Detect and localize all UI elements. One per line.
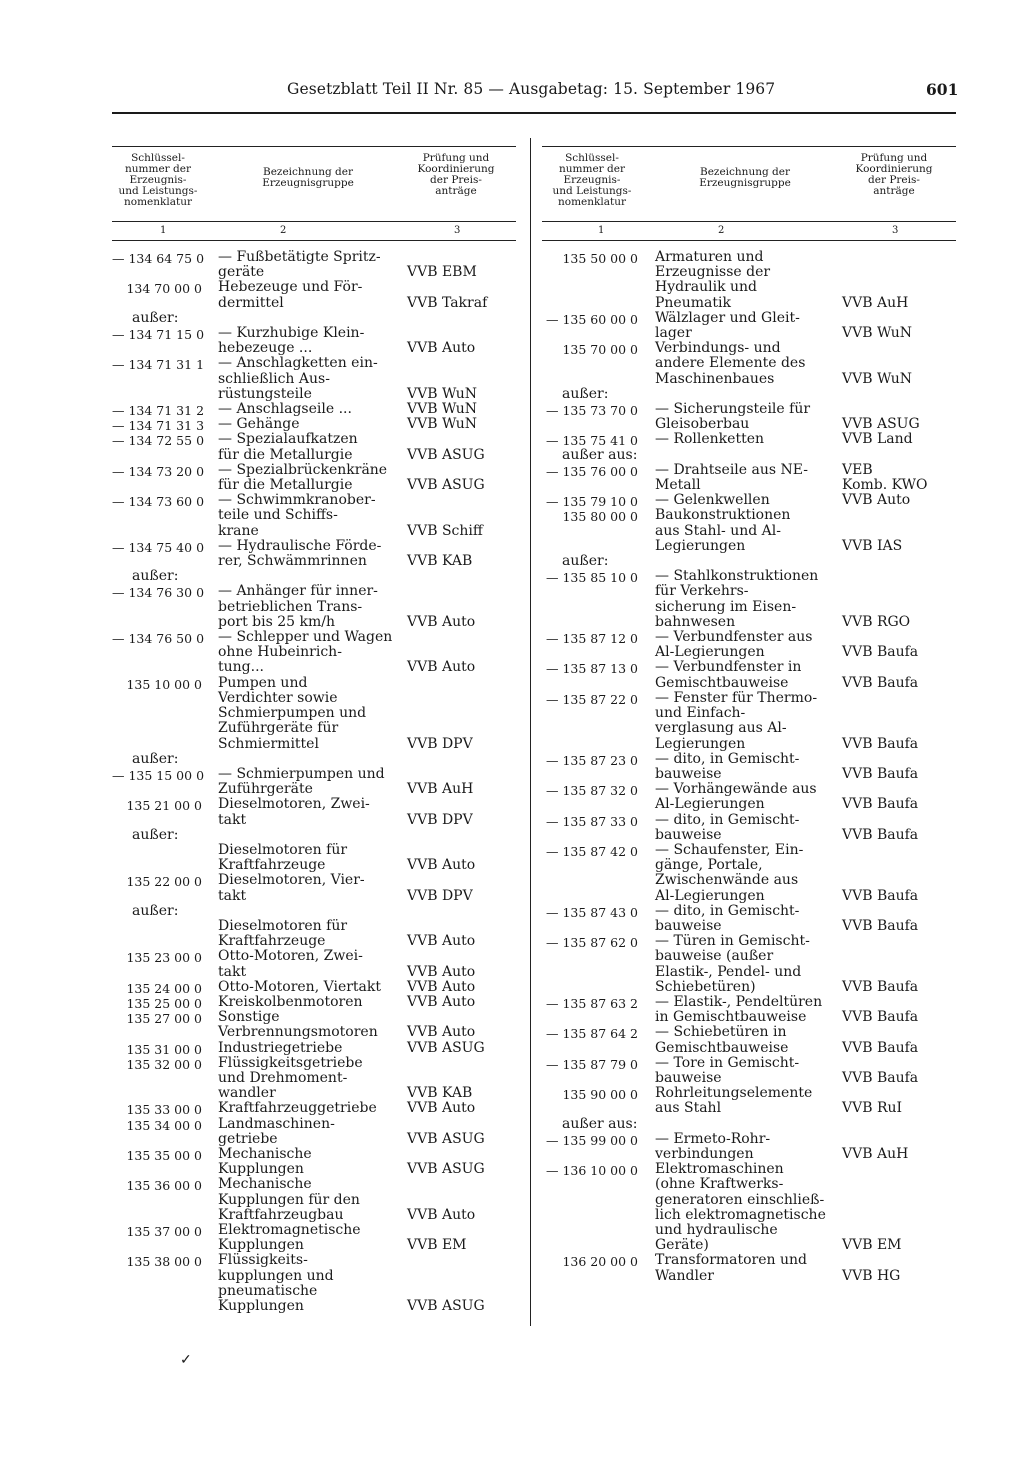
table-row <box>112 463 516 493</box>
table-header <box>542 146 956 222</box>
table-row <box>542 508 956 554</box>
table-row <box>112 432 516 462</box>
table-row <box>112 417 516 432</box>
table-row <box>112 843 516 873</box>
review-organization: VVB RGO <box>842 613 911 630</box>
review-organization: VVB Auto <box>407 1206 476 1223</box>
key-number: — 136 10 00 0 <box>545 1163 638 1179</box>
table-row <box>112 995 516 1010</box>
exception-note: außer: <box>562 553 609 570</box>
key-number: — 134 73 60 0 <box>112 494 205 510</box>
review-organization: VVB Baufa <box>842 765 919 782</box>
key-number: — 134 73 20 0 <box>112 463 205 479</box>
table-row <box>112 1010 516 1040</box>
review-organization: VVB Baufa <box>842 796 919 813</box>
column-number-1: 1 <box>160 225 167 236</box>
table-row <box>542 1086 956 1116</box>
table-header <box>112 146 516 222</box>
table-row <box>542 1253 956 1283</box>
review-organization: VVB DPV <box>407 735 473 752</box>
review-organization: VVB RuI <box>842 1100 903 1117</box>
column-number-1: 1 <box>598 225 605 236</box>
key-number: 134 70 00 0 <box>126 281 202 297</box>
product-group: — Schlepper und Wagen ohne Hubeinrich- tung... <box>218 629 393 676</box>
table-row <box>112 949 516 979</box>
key-number: 135 80 00 0 <box>562 509 638 525</box>
table-row <box>112 630 516 676</box>
key-number: — 135 87 62 0 <box>545 935 638 951</box>
review-organization: VVB WuN <box>842 370 913 387</box>
key-number: — 135 15 00 0 <box>112 767 205 783</box>
product-group: Mechanische Kupplungen <box>218 1145 312 1178</box>
key-number: 136 20 00 0 <box>562 1254 638 1270</box>
product-group: Pumpen und Verdichter sowie Schmierpumpen und Zuführgeräte für Schmiermittel <box>218 674 367 752</box>
table-row <box>112 1147 516 1177</box>
exception-note: außer: <box>132 309 179 326</box>
key-number: 135 70 00 0 <box>562 342 638 358</box>
left-table-body <box>112 250 516 1314</box>
product-group: — Rollenketten <box>655 431 764 448</box>
product-group: Flüssigkeits- kupplungen und pneumatische Kupplungen <box>218 1252 334 1315</box>
header-price-review: Prüfung und Koordinierung der Preis- anträge <box>417 152 495 197</box>
product-group: Landmaschinen- getriebe <box>218 1115 335 1147</box>
table-row <box>542 843 956 904</box>
product-group: Kreiskolbenmotoren <box>218 993 363 1010</box>
product-group: Armaturen und Erzeugnisse der Hydraulik und Pneumatik <box>655 249 771 311</box>
table-row <box>542 752 956 782</box>
key-number: — 135 87 32 0 <box>545 783 638 799</box>
review-organization: VVB Auto <box>407 1024 476 1041</box>
header-product-group: Bezeichnung der Erzeugnisgruppe <box>262 166 354 189</box>
product-group: — dito, in Gemischt- bauweise <box>655 811 800 843</box>
product-group: — Spezialbrückenkräne für die Metallurgie <box>218 461 388 494</box>
exception-note: außer: <box>132 826 179 843</box>
review-organization: VVB WuN <box>407 401 478 418</box>
key-number: — 135 75 41 0 <box>545 433 638 449</box>
review-organization: VVB Baufa <box>842 1069 919 1086</box>
review-organization: VVB DPV <box>407 811 473 828</box>
key-number: 135 50 00 0 <box>562 251 638 266</box>
review-organization: VVB Auto <box>407 963 476 980</box>
table-row <box>542 463 956 493</box>
product-group: Elektromagnetische Kupplungen <box>218 1222 361 1254</box>
product-group: Transformatoren und Wandler <box>655 1252 807 1284</box>
key-number: 135 35 00 0 <box>126 1147 202 1163</box>
product-group: — Drahtseile aus NE- Metall <box>655 461 808 494</box>
column-number-2: 2 <box>718 225 725 236</box>
table-row <box>112 1101 516 1116</box>
review-organization: VVB HG <box>842 1267 901 1284</box>
exception-note: außer: <box>562 385 609 402</box>
table-row <box>542 1132 956 1162</box>
table-row <box>112 584 516 630</box>
header-key-number: Schlüssel- nummer der Erzeugnis- und Leistungs- nomenklatur <box>552 152 632 208</box>
key-number: — 135 87 13 0 <box>545 661 638 677</box>
table-row <box>112 1253 516 1314</box>
product-group: Flüssigkeitsgetriebe und Drehmoment- wandler <box>218 1054 363 1102</box>
table-row <box>112 1223 516 1253</box>
table-row <box>112 539 516 569</box>
key-number: 135 34 00 0 <box>126 1117 202 1133</box>
right-table-body <box>542 250 956 1284</box>
product-group: Dieselmotoren für Kraftfahrzeuge <box>218 841 348 874</box>
product-group: Baukonstruktionen aus Stahl- und Al- Legierungen <box>655 507 791 554</box>
product-group: — Schiebetüren in Gemischtbauweise <box>655 1024 789 1056</box>
table-row <box>542 432 956 447</box>
column-number-row <box>112 222 516 241</box>
key-number: 135 24 00 0 <box>126 980 202 996</box>
product-group: — Elastik-, Pendeltüren in Gemischtbauweise <box>655 993 823 1026</box>
key-number: 135 23 00 0 <box>126 950 202 966</box>
handwritten-check-mark: ✓ <box>180 1352 192 1368</box>
review-organization: VVB Baufa <box>842 1039 919 1056</box>
product-group: Hebezeuge und För- dermittel <box>218 279 363 311</box>
key-number: — 135 87 12 0 <box>545 631 638 647</box>
review-organization: VVB DPV <box>407 887 473 904</box>
key-number: 135 38 00 0 <box>126 1254 202 1270</box>
review-organization: VVB WuN <box>407 416 478 433</box>
right-column-table <box>542 146 956 1284</box>
review-organization: VVB AuH <box>842 1145 909 1162</box>
key-number: 135 90 00 0 <box>562 1087 638 1103</box>
page-title: Gesetzblatt Teil II Nr. 85 — Ausgabetag: 15. September 1967 <box>287 80 776 98</box>
key-number: 135 21 00 0 <box>126 798 202 814</box>
table-row <box>542 934 956 995</box>
table-row <box>542 569 956 630</box>
exception-note: außer aus: <box>562 446 638 463</box>
review-organization: VVB ASUG <box>842 416 920 433</box>
key-number: 135 22 00 0 <box>126 874 202 890</box>
review-organization: VVB Baufa <box>842 917 919 934</box>
product-group: Wälzlager und Gleit- lager <box>655 309 800 342</box>
review-organization: VVB Baufa <box>842 674 919 691</box>
key-number: — 134 71 31 3 <box>112 418 205 434</box>
column-number-3: 3 <box>454 225 461 236</box>
review-organization: VVB Baufa <box>842 978 919 995</box>
product-group: Verbindungs- und andere Elemente des Maschinenbaues <box>655 340 806 387</box>
key-number: 135 32 00 0 <box>126 1056 202 1072</box>
table-row <box>112 250 516 280</box>
review-organization: VVB Auto <box>407 613 476 630</box>
key-number: — 135 87 64 2 <box>545 1026 638 1042</box>
review-organization: VVB Schiff <box>407 522 483 539</box>
table-row <box>542 1056 956 1086</box>
product-group: — Stahlkonstruktionen für Verkehrs- sicherung im Eisen- bahnwesen <box>655 568 819 630</box>
column-divider <box>530 138 531 1326</box>
table-row <box>112 1117 516 1147</box>
table-row <box>112 980 516 995</box>
header-key-number: Schlüssel- nummer der Erzeugnis- und Leistungs- nomenklatur <box>118 152 198 208</box>
review-organization: VVB WuN <box>407 385 478 402</box>
product-group: — dito, in Gemischt- bauweise <box>655 750 800 782</box>
review-organization: VVB EM <box>407 1237 467 1254</box>
exception-note: außer: <box>132 568 179 585</box>
page-number: 601 <box>926 80 959 99</box>
review-organization: VVB Auto <box>407 340 476 357</box>
product-group: — Schmierpumpen und Zuführgeräte <box>218 765 385 798</box>
review-organization: VVB Auto <box>407 933 476 950</box>
review-organization: VVB Auto <box>407 857 476 874</box>
review-organization: VEB Komb. KWO <box>842 461 928 494</box>
key-number: — 135 87 22 0 <box>545 691 638 707</box>
review-organization: VVB AuH <box>407 781 474 798</box>
review-organization: VVB Auto <box>407 993 476 1010</box>
table-row <box>542 1162 956 1253</box>
table-row <box>542 493 956 508</box>
table-row <box>112 919 516 949</box>
left-column-table <box>112 146 516 1314</box>
table-row <box>112 280 516 310</box>
key-number: — 134 71 31 1 <box>112 357 205 373</box>
key-number: — 134 71 31 2 <box>112 403 205 419</box>
product-group: — Schwimmkranober- teile und Schiffs- krane <box>218 492 376 539</box>
table-row <box>112 402 516 417</box>
review-organization: VVB Baufa <box>842 887 919 904</box>
review-organization: VVB Auto <box>407 1100 476 1117</box>
review-organization: VVB Land <box>842 431 913 448</box>
table-row <box>112 493 516 539</box>
product-group: — dito, in Gemischt- bauweise <box>655 902 800 934</box>
key-number: — 135 87 63 2 <box>545 995 638 1011</box>
product-group: Dieselmotoren, Vier- takt <box>218 872 365 904</box>
product-group: Dieselmotoren für Kraftfahrzeuge <box>218 917 348 950</box>
key-number: — 134 64 75 0 <box>112 251 205 266</box>
key-number: — 135 99 00 0 <box>545 1132 638 1148</box>
key-number: 135 25 00 0 <box>126 995 202 1011</box>
product-group: Dieselmotoren, Zwei- takt <box>218 796 370 828</box>
page-header <box>0 0 1024 110</box>
key-number: 135 31 00 0 <box>126 1041 202 1057</box>
table-row <box>112 676 516 752</box>
product-group: — Sicherungsteile für Gleisoberbau <box>655 401 811 433</box>
table-row <box>542 660 956 690</box>
product-group: Industriegetriebe <box>218 1039 343 1056</box>
product-group: — Gehänge <box>218 416 300 433</box>
table-row <box>542 904 956 934</box>
header-divider <box>112 112 956 114</box>
table-row <box>112 767 516 797</box>
product-group: Otto-Motoren, Viertakt <box>218 978 382 995</box>
review-organization: VVB ASUG <box>407 1161 485 1178</box>
product-group: — Ermeto-Rohr- verbindungen <box>655 1130 771 1162</box>
table-row <box>542 250 956 311</box>
review-organization: VVB Baufa <box>842 1009 919 1026</box>
exception-note: außer aus: <box>562 1115 638 1132</box>
review-organization: VVB AuH <box>842 294 909 311</box>
table-row <box>542 813 956 843</box>
product-group: — Gelenkwellen <box>655 492 770 509</box>
review-organization: VVB ASUG <box>407 1130 485 1147</box>
table-row <box>112 356 516 402</box>
key-number: — 134 76 30 0 <box>112 585 205 601</box>
review-organization: VVB WuN <box>842 325 913 342</box>
table-row <box>542 311 956 341</box>
review-organization: VVB ASUG <box>407 1039 485 1056</box>
product-group: — Fenster für Thermo- und Einfach- verglasung aus Al- Legierungen <box>655 689 818 752</box>
key-number: 135 33 00 0 <box>126 1102 202 1118</box>
product-group: — Anhänger für inner- betrieblichen Trans- port bis 25 km/h <box>218 583 378 630</box>
review-organization: VVB Baufa <box>842 826 919 843</box>
key-number: 135 27 00 0 <box>126 1011 202 1027</box>
table-row <box>542 402 956 432</box>
product-group: — Anschlagketten ein- schließlich Aus- rüstungsteile <box>218 355 378 402</box>
key-number: — 135 87 33 0 <box>545 813 638 829</box>
product-group: — Tore in Gemischt- bauweise <box>655 1054 800 1086</box>
key-number: — 135 87 23 0 <box>545 752 638 768</box>
key-number: — 134 71 15 0 <box>112 327 205 343</box>
table-row <box>112 1041 516 1056</box>
product-group: Mechanische Kupplungen für den Kraftfahrzeugbau <box>218 1176 360 1223</box>
key-number: 135 37 00 0 <box>126 1224 202 1239</box>
table-row <box>112 873 516 903</box>
key-number: 135 10 00 0 <box>126 676 202 692</box>
review-organization: VVB Baufa <box>842 644 919 661</box>
review-organization: VVB Auto <box>407 659 476 676</box>
table-row <box>112 1056 516 1102</box>
product-group: — Verbundfenster in Gemischtbauweise <box>655 659 802 691</box>
product-group: — Fußbetätigte Spritz- geräte <box>218 249 381 281</box>
product-group: — Türen in Gemischt- bauweise (außer Elastik-, Pendel- und Schiebetüren) <box>655 933 810 995</box>
review-organization: VVB Takraf <box>407 294 488 311</box>
product-group: — Kurzhubige Klein- hebezeuge ... <box>218 325 365 357</box>
review-organization: VVB ASUG <box>407 477 485 494</box>
header-product-group: Bezeichnung der Erzeugnisgruppe <box>699 166 791 189</box>
review-organization: VVB EBM <box>407 264 477 281</box>
product-group: Otto-Motoren, Zwei- takt <box>218 948 363 980</box>
key-number: — 135 79 10 0 <box>545 494 638 510</box>
review-organization: VVB ASUG <box>407 446 485 463</box>
product-group: — Verbundfenster aus Al-Legierungen <box>655 629 813 661</box>
table-row <box>542 782 956 812</box>
key-number: — 135 85 10 0 <box>545 570 638 586</box>
product-group: Sonstige Verbrennungsmotoren <box>218 1009 378 1041</box>
key-number: 135 36 00 0 <box>126 1178 202 1194</box>
table-row <box>542 691 956 752</box>
key-number: — 134 76 50 0 <box>112 631 205 647</box>
key-number: — 135 76 00 0 <box>545 463 638 479</box>
table-row <box>112 1177 516 1223</box>
product-group: — Hydraulische Förde- rer, Schwämmrinnen <box>218 537 382 570</box>
review-organization: VVB Baufa <box>842 735 919 752</box>
column-number-3: 3 <box>892 225 899 236</box>
product-group: Kraftfahrzeuggetriebe <box>218 1100 377 1117</box>
review-organization: VVB IAS <box>842 537 903 554</box>
review-organization: VVB Auto <box>407 978 476 995</box>
review-organization: VVB KAB <box>407 553 473 570</box>
exception-note: außer: <box>132 750 179 767</box>
product-group: Rohrleitungselemente aus Stahl <box>655 1085 813 1117</box>
table-row <box>112 326 516 356</box>
product-group: — Spezialaufkatzen für die Metallurgie <box>218 431 358 463</box>
product-group: Elektromaschinen (ohne Kraftwerks- generatoren einschließ- lich elektromagnetische und hydraulische Geräte) <box>655 1161 826 1254</box>
key-number: — 135 87 43 0 <box>545 904 638 920</box>
key-number: — 135 87 79 0 <box>545 1056 638 1072</box>
review-organization: VVB ASUG <box>407 1298 485 1315</box>
table-row <box>542 630 956 660</box>
review-organization: VVB Auto <box>842 492 911 509</box>
table-row <box>542 1025 956 1055</box>
column-number-row <box>542 222 956 241</box>
table-row <box>542 341 956 387</box>
key-number: — 135 73 70 0 <box>545 403 638 419</box>
key-number: — 134 72 55 0 <box>112 433 205 449</box>
key-number: — 135 87 42 0 <box>545 843 638 859</box>
product-group: — Anschlagseile ... <box>218 401 352 418</box>
review-organization: VVB KAB <box>407 1085 473 1102</box>
header-price-review: Prüfung und Koordinierung der Preis- anträge <box>855 152 933 197</box>
product-group: — Vorhängewände aus Al-Legierungen <box>655 781 817 813</box>
key-number: — 135 60 00 0 <box>545 311 638 327</box>
review-organization: VVB EM <box>842 1237 902 1254</box>
product-group: — Schaufenster, Ein- gänge, Portale, Zwischenwände aus Al-Legierungen <box>655 841 804 904</box>
key-number: — 134 75 40 0 <box>112 539 205 555</box>
exception-note: außer: <box>132 902 179 919</box>
table-row <box>112 797 516 827</box>
column-number-2: 2 <box>280 225 287 236</box>
table-row <box>542 995 956 1025</box>
